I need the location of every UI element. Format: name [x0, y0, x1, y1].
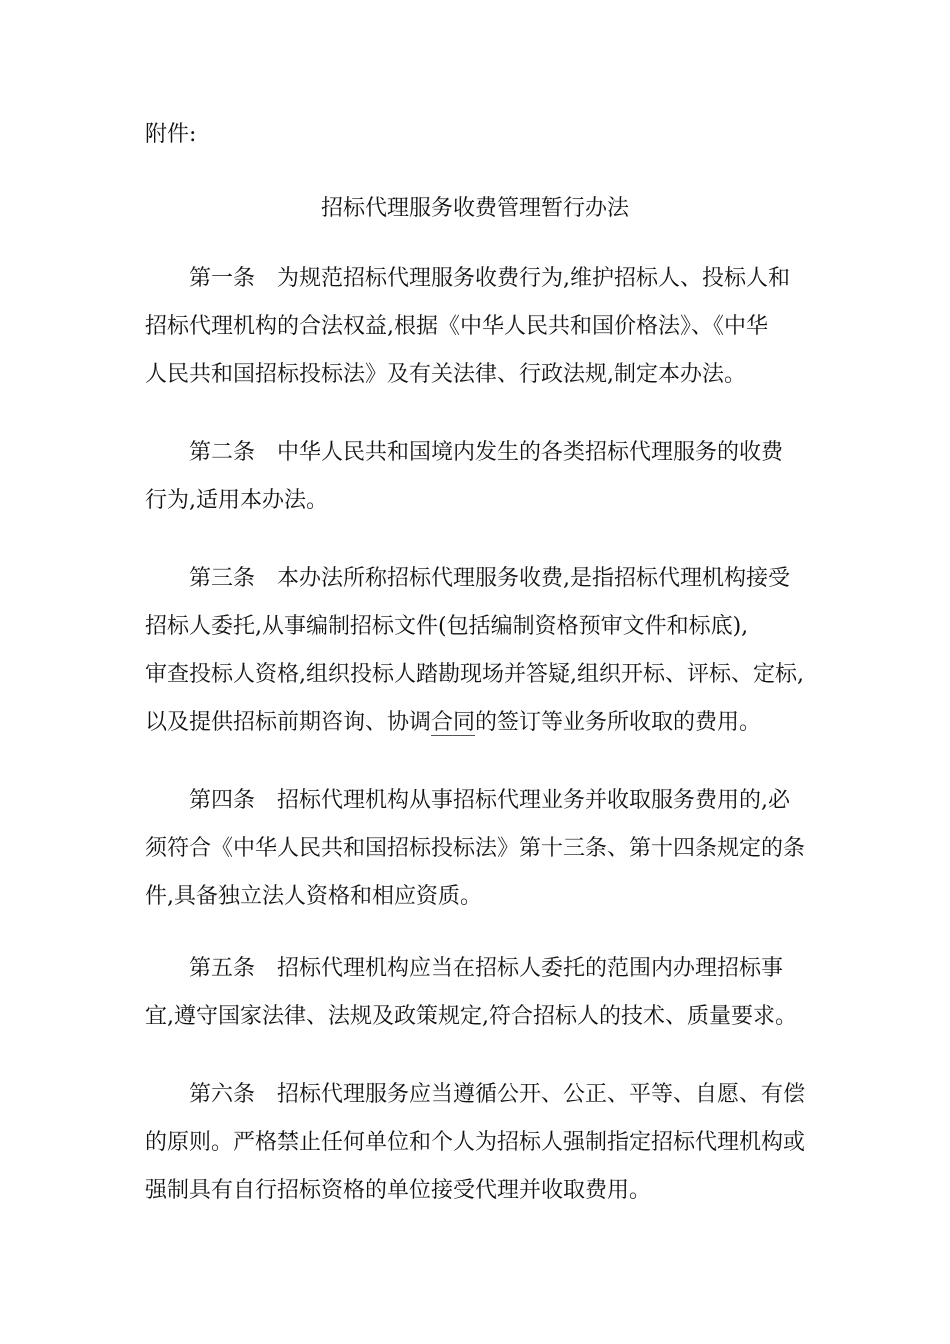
article-line: 强制具有自行招标资格的单位接受代理并收取费用。: [145, 1178, 652, 1203]
article-heading: 第三条: [189, 566, 256, 591]
article-line: [145, 429, 810, 477]
article-text: 招标代理机构从事招标代理业务并收取服务费用的,必: [277, 788, 791, 813]
article-line: 招标人委托,从事编制招标文件(包括编制资格预审文件和标底),: [145, 614, 749, 639]
article-1: [145, 255, 810, 399]
attachment-label: 附件:: [145, 122, 197, 147]
underlined-term: 合同: [431, 710, 476, 735]
article-line: [145, 1071, 810, 1119]
article-line: [145, 945, 810, 993]
article-heading: 第一条: [189, 266, 256, 291]
article-6: [145, 1071, 810, 1215]
article-line: 行为,适用本办法。: [145, 488, 328, 513]
article-text: 本办法所称招标代理服务收费,是指招标代理机构接受: [277, 566, 791, 591]
article-line: [145, 777, 810, 825]
article-heading: 第四条: [189, 788, 256, 813]
article-line: [145, 699, 810, 747]
article-3: [145, 555, 810, 747]
article-2: [145, 429, 810, 525]
article-line: 招标代理机构的合法权益,根据《中华人民共和国价格法》、《中华: [145, 314, 768, 339]
article-4: [145, 777, 810, 921]
article-heading: 第五条: [189, 956, 256, 981]
document-title: 招标代理服务收费管理暂行办法: [320, 196, 629, 221]
article-line: 须符合《中华人民共和国招标投标法》第十三条、第十四条规定的条: [145, 836, 806, 861]
article-text: 招标代理机构应当在招标人委托的范围内办理招标事: [277, 956, 784, 981]
article-heading: 第六条: [189, 1082, 256, 1107]
article-line: 审查投标人资格,组织投标人踏勘现场并答疑,组织开标、评标、定标,: [145, 662, 804, 687]
article-text: 的签订等业务所收取的费用。: [475, 710, 762, 735]
article-line: [145, 255, 810, 303]
article-text: 以及提供招标前期咨询、协调: [145, 710, 432, 735]
article-line: [145, 555, 810, 603]
article-line: 的原则。严格禁止任何单位和个人为招标人强制指定招标代理机构或: [145, 1130, 806, 1155]
article-line: 件,具备独立法人资格和相应资质。: [145, 884, 482, 909]
article-text: 为规范招标代理服务收费行为,维护招标人、投标人和: [277, 266, 791, 291]
article-5: [145, 945, 810, 1041]
article-heading: 第二条: [189, 440, 256, 465]
article-text: 中华人民共和国境内发生的各类招标代理服务的收费: [277, 440, 784, 465]
article-line: 宜,遵守国家法律、法规及政策规定,符合招标人的技术、质量要求。: [145, 1004, 797, 1029]
article-text: 招标代理服务应当遵循公开、公正、平等、自愿、有偿: [277, 1082, 806, 1107]
article-line: 人民共和国招标投标法》及有关法律、行政法规,制定本办法。: [145, 362, 746, 387]
